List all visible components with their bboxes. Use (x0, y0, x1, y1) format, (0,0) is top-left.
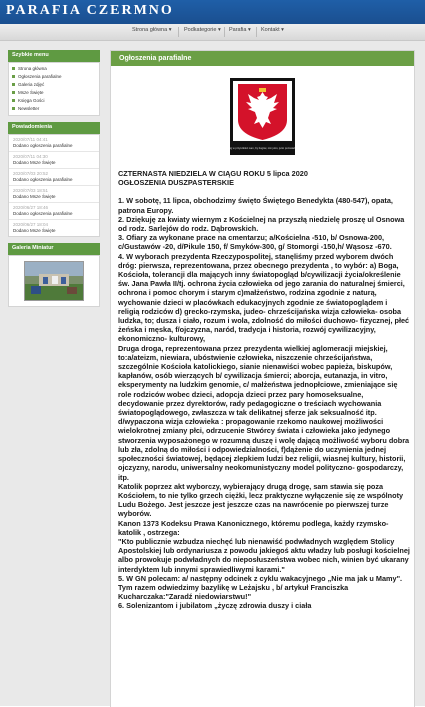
announcements-text (118, 169, 410, 611)
announcement-4c: Katolik poprzez akt wyborczy, wybierający drugą drogę, sam stawia się poza Kościołem, to nie tylko grzech ciężki, lecz praktyczne wyłączenie się ze wspólnoty Ludu Bożego. Jest jeszcze jest jeszcze czas na nawrócenie po pierwszej turze wyborów. (118, 481, 404, 519)
menu-item-guestbook[interactable]: Księga Gości (9, 97, 99, 105)
gallery-box (8, 255, 100, 307)
quick-menu-title: Szybkie menu (8, 50, 100, 62)
gallery-photo (25, 262, 83, 300)
parish-emblem (230, 78, 295, 155)
news-link[interactable]: Dodano Msze Święte (9, 194, 99, 203)
announcement-4b: Druga droga, reprezentowana przez prezydenta wielkiej aglomeracji miejskiej, to:a/ateizm, niewiara, ubóstwienie człowieka, niszczenie chrześcijaństwa, szczególnie Kościoła katolickiego, sianie nienawiści wobec papieża, biskupów, kapłanów, osób wierzących b/ cywilizacja śmierci; aborcja, eutanazja, in vitro, eksperymenty na ludzkim genomie, c/ małżeństwa jednopłciowe, zmieniające się role rodziców wobec dzieci, adopcja dzieci przez pary homoseksualne, decydowanie przez dyrektorów, rady pedagogiczne o treściach wychowania światopoglądowego, zwłaszcza w tak delikatnej sferze jak seksualność itp. d/wypaczona wizja człowieka : propagowanie rzekomo naukowej możliwości wielokrotnej zmiany płci, odrzucenie Stwórcy świata i człowieka jako jedynego stworzenia wyposażonego w rozumną duszę i wolę dającą możliwość wyboru dobra lub zła, zdolną do miłości i odpowiedzialności, f)dążenie do uczynienia jednej społeczności światowej, będącej zlepkiem ludzi bez religii, wiasnej kultury, historii, ojczyzny, narodu, uniwersalny neokomunistyczny model polityczno- gospodarczy, itp. (118, 343, 410, 482)
nav-parish[interactable]: Parafia ▾ (229, 27, 251, 33)
menu-item-newsletter[interactable]: Newsletter (9, 105, 99, 113)
bullet-icon (12, 99, 15, 102)
menu-item-masses[interactable]: Msze Święte (9, 89, 99, 97)
menu-item-announcements[interactable]: Ogłoszenia parafialne (9, 73, 99, 81)
news-list (8, 134, 100, 237)
announcement-3: 3. Ofiary za wykonane prace na cmentarzu; a/Kościelna -510, b/ Osnowa-200, c/Gustawów -20, d/Pikule 150, f/ Smyków-300, g/ Stomorgi -150,h/ Wąsosz -670. (118, 233, 392, 252)
nav-contact[interactable]: Kontakt ▾ (261, 27, 284, 33)
news-link[interactable]: Dodano ogłoszenia parafialne (9, 143, 99, 152)
bullet-icon (12, 75, 15, 78)
spacer (118, 187, 410, 196)
gallery-title: Galeria Miniatur (8, 243, 100, 255)
announcement-quote: "Kto publicznie wzbudza niechęć lub nienawiść podwładnych względem Stolicy Apostolskiej lub ordynariusza z powodu jakiegoś aktu władzy lub posługi kościelnej albo prowokuje podwładnych do nieposłuszeństwa wobec nich, winien być ukarany interdyktem lub innymi sprawiedliwymi karami." (118, 536, 410, 574)
news-item[interactable] (9, 135, 99, 152)
announcement-6: 6. Solenizantom i jubilatom „życzę zdrowia duszy i ciała (118, 601, 312, 611)
announcement-1: 1. W sobotę, 11 lipca, obchodzimy święto Świętego Benedykta (480-547), opata, patrona Europy. (118, 196, 393, 215)
page-title: Ogłoszenia parafialne (111, 51, 414, 66)
nav-subcategories[interactable]: Podkategorie ▾ (184, 27, 221, 33)
bullet-icon (12, 67, 15, 70)
quick-menu (8, 62, 100, 116)
announcement-4: 4. W wyborach prezydenta Rzeczypospolitej, stanęliśmy przed wyborem dwóch dróg: pierwsza, reprezentowana, przez obecnego prezydenta , to wybór: a) Boga, Kościoła, tolerancji dla mających inny światopogląd b/cywilizacji życia/określenie św. Jana Pawła II/tj. ochrona życia człowieka od jego zarania do naturalnej śmierci, ochrona i pomoc chorym i starym c)małżeństwo, rodzina zgodnie z naturą, wychowanie dzieci w placówkach edukacyjnych zgodnie ze światopoglądem i religią rodziców d) grecko-rzymska, judeo- chrześcijańska wizja człowieka- osoba ludzka, to; dusza i ciało, rozum i wola, zdolność do miłości duchowo- fizycznej, płeć żeńska i męska, f/ojczyzna, naród, tradycja i historia, rozwój cywilizacyjny, ekonomiczno- kulturowy, (118, 251, 410, 344)
emblem-caption: Bóg w przyszłości nam, by bogów, nim jutro, jutro pozostań... (230, 147, 295, 150)
main-nav (0, 24, 425, 41)
news-link[interactable]: Dodano ogłoszenia parafialne (9, 177, 99, 186)
announcement-5: 5. W GN polecam: a/ następny odcinek z cyklu wakacyjnego „Nie ma jak u Mamy". Tym razem odwiedzimy bazylikę w Leżajsku , b/ artykuł Franciszka Kucharczaka:"Zaradź niedowiarstwu!" (118, 573, 403, 602)
site-logo[interactable]: PARAFIA CZERMNO (6, 3, 174, 18)
menu-item-gallery[interactable]: Galeria zdjęć (9, 81, 99, 89)
sidebar (8, 50, 100, 307)
content-panel (110, 50, 415, 707)
bullet-icon (12, 83, 15, 86)
news-date: 2020/07/11 04:30 (13, 154, 48, 159)
menu-item-home[interactable]: Strona główna (9, 65, 99, 73)
news-date: 2020/06/27 18:04 (13, 222, 49, 227)
announcement-2: 2. Dziękuję za kwiaty wiernym z Kościelnej na przyszłą niedzielę proszę ul Osnowa od rodz. Sarlejów do rodz. Dąbrowskich. (118, 214, 405, 234)
news-date: 2020/07/11 04:41 (13, 137, 48, 142)
news-link[interactable]: Dodano Msze Święte (9, 160, 99, 169)
news-link[interactable]: Dodano Msze Święte (13, 228, 56, 233)
news-item[interactable] (9, 203, 99, 220)
nav-separator (178, 27, 179, 37)
polish-eagle-icon (230, 78, 295, 155)
nav-home[interactable]: Strona główna ▾ (132, 27, 172, 33)
article-heading: CZTERNASTA NIEDZIELA W CIĄGU ROKU 5 lipca 2020 (118, 169, 308, 178)
news-date: 2020/07/03 18:51 (13, 188, 49, 193)
bullet-icon (12, 107, 15, 110)
bullet-icon (12, 91, 15, 94)
news-item[interactable] (9, 186, 99, 203)
news-title: Powiadomienia (8, 122, 100, 134)
nav-separator (224, 27, 225, 37)
nav-separator (256, 27, 257, 37)
news-date: 2020/06/27 18:46 (13, 205, 49, 210)
news-date: 2020/07/03 20:52 (13, 171, 49, 176)
article-subheading: OGŁOSZENIA DUSZPASTERSKIE (118, 178, 234, 188)
announcement-canon: Kanon 1373 Kodeksu Prawa Kanonicznego, któremu podlega, każdy rzymsko-katolik , ostrzega: (118, 518, 389, 537)
news-link[interactable]: Dodano ogłoszenia parafialne (9, 211, 99, 220)
gallery-thumbnail[interactable] (24, 261, 84, 301)
news-item[interactable] (9, 220, 99, 236)
site-header (0, 0, 425, 24)
news-item[interactable] (9, 169, 99, 186)
news-item[interactable] (9, 152, 99, 169)
